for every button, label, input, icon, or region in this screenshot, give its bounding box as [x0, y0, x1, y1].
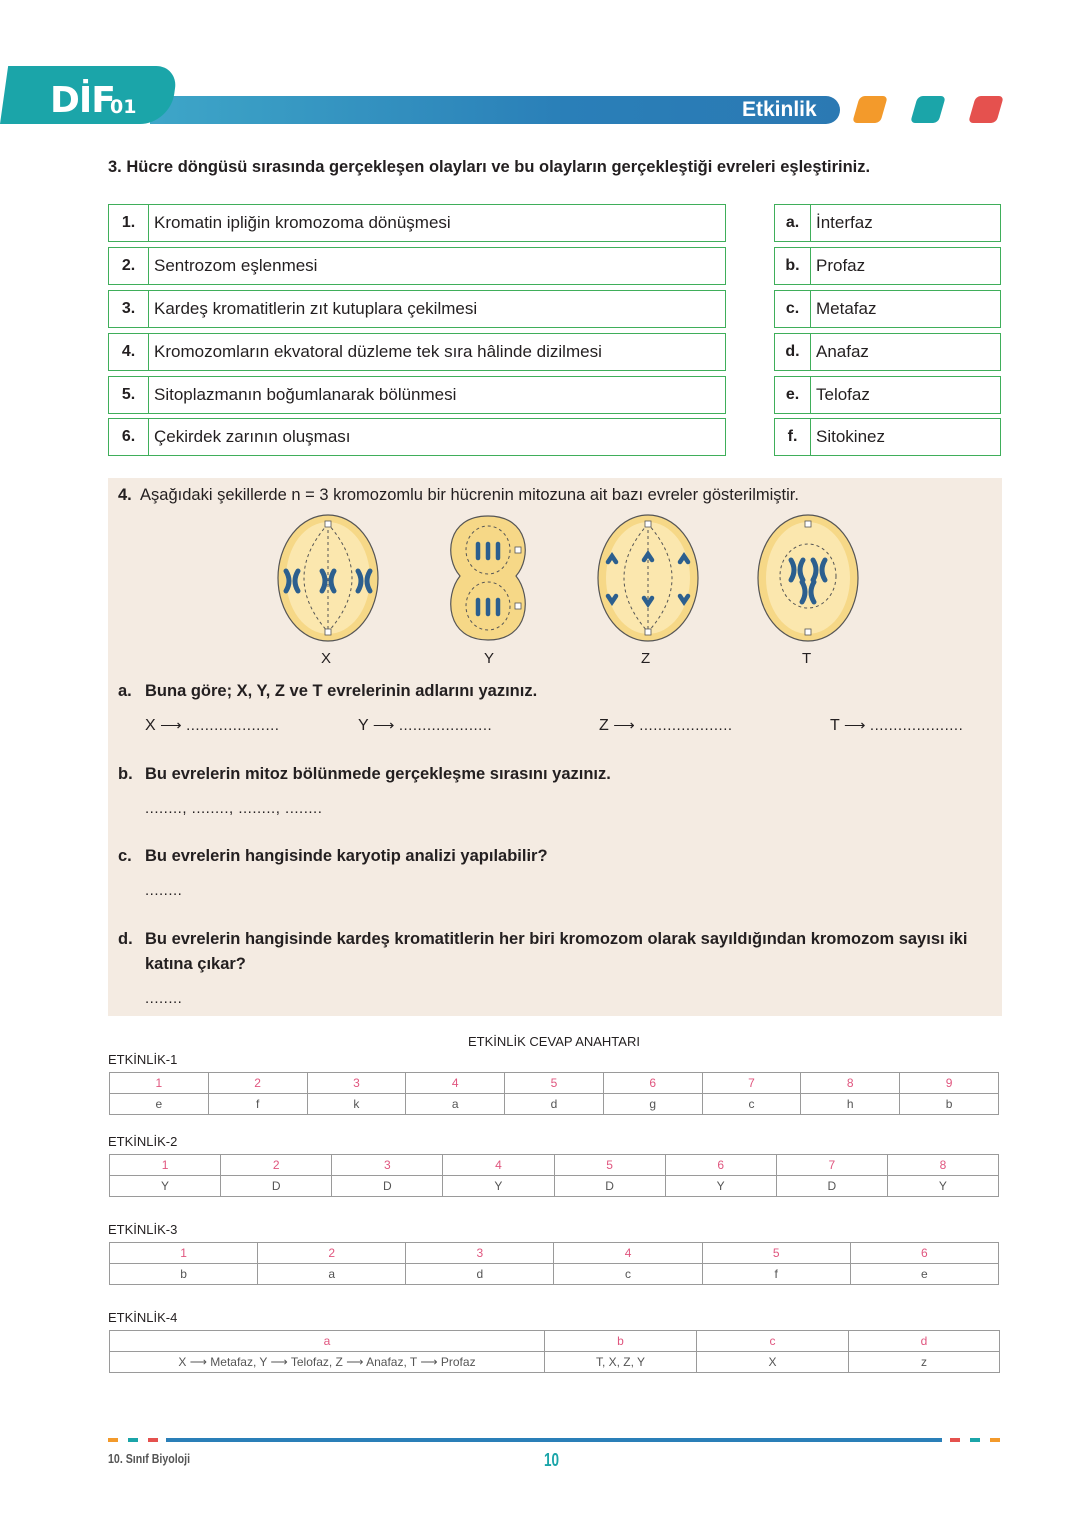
- answer-group-title: ETKİNLİK-1: [108, 1052, 178, 1067]
- cell-label-z: Z: [641, 650, 651, 667]
- answer-value-cell: c: [702, 1094, 801, 1115]
- answer-value-cell: Y: [110, 1176, 221, 1197]
- answer-value-cell: Y: [665, 1176, 776, 1197]
- phase-letter: b.: [775, 248, 811, 284]
- mitosis-figures: [270, 510, 870, 650]
- answer-head-cell: 6: [665, 1155, 776, 1176]
- answer-value-cell: k: [307, 1094, 406, 1115]
- answer-value-cell: c: [554, 1264, 702, 1285]
- answer-head-cell: 4: [406, 1073, 505, 1094]
- answer-table: [109, 1242, 999, 1285]
- answer-head-cell: 5: [505, 1073, 604, 1094]
- cell-label-t: T: [802, 650, 812, 667]
- answer-value-cell: d: [406, 1264, 554, 1285]
- event-number: 6.: [109, 419, 149, 455]
- answer-head-cell: 7: [702, 1073, 801, 1094]
- phase-row: [774, 376, 1001, 414]
- part-d-label: d.: [118, 930, 133, 948]
- answer-head-cell: 1: [110, 1155, 221, 1176]
- answer-value-cell: e: [110, 1094, 209, 1115]
- answer-y-row: Y ⟶ ....................: [358, 717, 493, 734]
- event-row: [108, 333, 726, 371]
- phase-name: Telofaz: [816, 385, 870, 404]
- section-title: Etkinlik: [742, 98, 817, 121]
- red-chip: [968, 96, 1004, 123]
- answer-value-cell: D: [332, 1176, 443, 1197]
- logo-number: 01: [110, 96, 137, 118]
- book-title: 10. Sınıf Biyoloji: [108, 1452, 191, 1466]
- answer-table: [109, 1072, 999, 1115]
- event-text: Kardeş kromatitlerin zıt kutuplara çekilmesi: [154, 299, 478, 318]
- answer-value-cell: f: [702, 1264, 850, 1285]
- event-number: 3.: [109, 291, 149, 327]
- part-b-question: Bu evrelerin mitoz bölünmede gerçekleşme sırasını yazınız.: [145, 765, 611, 783]
- phase-letter: a.: [775, 205, 811, 241]
- answer-z-row: Z ⟶ ....................: [599, 717, 733, 734]
- answer-value-cell: b: [110, 1264, 258, 1285]
- event-text: Çekirdek zarının oluşması: [154, 427, 351, 446]
- answer-value-cell: e: [850, 1264, 998, 1285]
- answer-x-row: X ⟶ ....................: [145, 717, 280, 734]
- phase-row: [774, 247, 1001, 285]
- answer-value-cell: D: [221, 1176, 332, 1197]
- header-bar: [150, 96, 840, 124]
- answer-head-cell: c: [697, 1331, 849, 1352]
- phase-name: Profaz: [816, 256, 866, 275]
- answer-head-cell: d: [849, 1331, 1000, 1352]
- cell-label-y: Y: [484, 650, 495, 667]
- answer-group-title: ETKİNLİK-2: [108, 1134, 178, 1149]
- part-d-question-line2: katına çıkar?: [145, 955, 246, 973]
- answer-value-cell: d: [505, 1094, 604, 1115]
- event-text: Sentrozom eşlenmesi: [154, 256, 318, 275]
- answer-head-cell: 2: [221, 1155, 332, 1176]
- answer-group-title: ETKİNLİK-3: [108, 1222, 178, 1237]
- phase-letter: f.: [775, 419, 811, 455]
- answer-table: [109, 1154, 999, 1197]
- question-3-title: 3. Hücre döngüsü sırasında gerçekleşen olayları ve bu olayların gerçekleştiği evreleri eşleştiriniz.: [108, 158, 871, 176]
- answer-head-cell: 3: [332, 1155, 443, 1176]
- page-number: 10: [544, 1450, 560, 1470]
- event-number: 4.: [109, 334, 149, 370]
- phase-name: Anafaz: [816, 342, 869, 361]
- footer-dash: [128, 1438, 138, 1442]
- answer-head-cell: 4: [443, 1155, 554, 1176]
- answer-value-cell: X: [697, 1352, 849, 1373]
- answer-value-cell: z: [849, 1352, 1000, 1373]
- answer-value-cell: D: [554, 1176, 665, 1197]
- answer-head-cell: 9: [900, 1073, 999, 1094]
- footer-dash: [148, 1438, 158, 1442]
- answer-head-cell: 5: [702, 1243, 850, 1264]
- phase-name: İnterfaz: [816, 213, 873, 232]
- answer-value-cell: b: [900, 1094, 999, 1115]
- answer-head-cell: b: [545, 1331, 697, 1352]
- answer-head-cell: 4: [554, 1243, 702, 1264]
- phase-row: [774, 290, 1001, 328]
- question-4-title: 4. Aşağıdaki şekillerde n = 3 kromozomlu bir hücrenin mitozuna ait bazı evreler gösterilmiştir.: [118, 486, 799, 504]
- answer-value-cell: X ⟶ Metafaz, Y ⟶ Telofaz, Z ⟶ Anafaz, T ⟶ Profaz: [110, 1352, 545, 1373]
- event-row: [108, 204, 726, 242]
- footer-dash: [990, 1438, 1000, 1442]
- phase-name: Metafaz: [816, 299, 877, 318]
- phase-letter: c.: [775, 291, 811, 327]
- answer-head-cell: 7: [776, 1155, 887, 1176]
- phase-letter: d.: [775, 334, 811, 370]
- cell-label-x: X: [321, 650, 332, 667]
- answer-head-cell: 3: [406, 1243, 554, 1264]
- answer-group-title: ETKİNLİK-4: [108, 1310, 178, 1325]
- answer-value-cell: a: [258, 1264, 406, 1285]
- footer-dash: [950, 1438, 960, 1442]
- part-b-blank: ........, ........, ........, ........: [145, 800, 323, 817]
- answer-head-cell: a: [110, 1331, 545, 1352]
- answer-head-cell: 2: [258, 1243, 406, 1264]
- answer-value-cell: a: [406, 1094, 505, 1115]
- answer-value-cell: g: [603, 1094, 702, 1115]
- part-a-label: a.: [118, 682, 132, 700]
- cell-y: [451, 516, 526, 640]
- event-number: 5.: [109, 377, 149, 413]
- event-number: 1.: [109, 205, 149, 241]
- phase-letter: e.: [775, 377, 811, 413]
- answer-head-cell: 6: [850, 1243, 998, 1264]
- cell-t: [758, 515, 858, 641]
- answer-head-cell: 8: [801, 1073, 900, 1094]
- answer-value-cell: f: [208, 1094, 307, 1115]
- part-c-blank: ........: [145, 882, 183, 899]
- part-a-question: Buna göre; X, Y, Z ve T evrelerinin adlarını yazınız.: [145, 682, 538, 700]
- answer-head-cell: 5: [554, 1155, 665, 1176]
- part-d-question-line1: Bu evrelerin hangisinde kardeş kromatitlerin her biri kromozom olarak sayıldığından kromozom sayısı iki: [145, 930, 968, 948]
- phase-name: Sitokinez: [816, 427, 885, 446]
- logo: DİF: [50, 80, 115, 121]
- event-number: 2.: [109, 248, 149, 284]
- event-text: Sitoplazmanın boğumlanarak bölünmesi: [154, 385, 457, 404]
- part-b-label: b.: [118, 765, 133, 783]
- answer-value-cell: Y: [887, 1176, 998, 1197]
- answer-head-cell: 1: [110, 1243, 258, 1264]
- event-text: Kromozomların ekvatoral düzleme tek sıra hâlinde dizilmesi: [154, 342, 602, 361]
- answer-value-cell: h: [801, 1094, 900, 1115]
- answer-head-cell: 8: [887, 1155, 998, 1176]
- cell-x: [278, 515, 378, 641]
- answer-value-cell: Y: [443, 1176, 554, 1197]
- footer-dash: [108, 1438, 118, 1442]
- cell-z: [598, 515, 698, 641]
- phase-row: [774, 333, 1001, 371]
- answer-head-cell: 6: [603, 1073, 702, 1094]
- part-c-question: Bu evrelerin hangisinde karyotip analizi yapılabilir?: [145, 847, 548, 865]
- event-row: [108, 376, 726, 414]
- footer-dash: [970, 1438, 980, 1442]
- event-text: Kromatin ipliğin kromozoma dönüşmesi: [154, 213, 451, 232]
- answer-value-cell: D: [776, 1176, 887, 1197]
- answer-value-cell: T, X, Z, Y: [545, 1352, 697, 1373]
- phase-row: [774, 204, 1001, 242]
- answer-table: [109, 1330, 1000, 1373]
- event-row: [108, 247, 726, 285]
- answer-head-cell: 1: [110, 1073, 209, 1094]
- answer-head-cell: 3: [307, 1073, 406, 1094]
- event-row: [108, 418, 726, 456]
- answer-t-row: T ⟶ ....................: [830, 717, 964, 734]
- part-d-blank: ........: [145, 990, 183, 1007]
- part-c-label: c.: [118, 847, 132, 865]
- phase-row: [774, 418, 1001, 456]
- answer-head-cell: 2: [208, 1073, 307, 1094]
- orange-chip: [852, 96, 888, 123]
- teal-chip: [910, 96, 946, 123]
- footer-line: [166, 1438, 942, 1442]
- answer-key-title: ETKİNLİK CEVAP ANAHTARI: [468, 1034, 640, 1049]
- event-row: [108, 290, 726, 328]
